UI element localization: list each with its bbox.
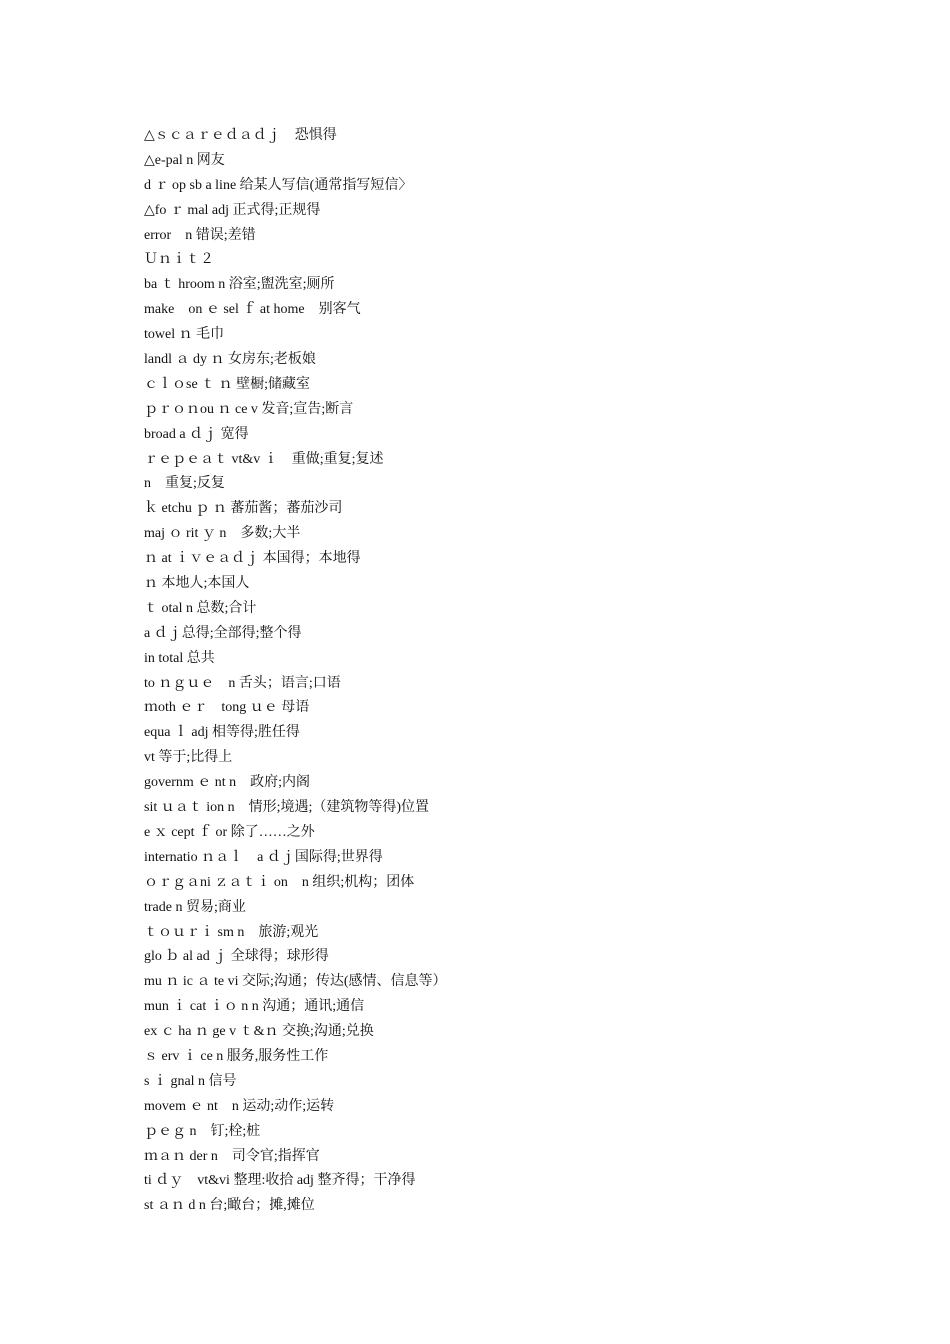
vocabulary-line: △ｓｃａｒｅｄａｄｊ 恐惧得	[144, 128, 337, 143]
vocabulary-line: mun ｉ cat ｉｏ n n 沟通；通讯;通信	[144, 999, 365, 1015]
vocabulary-line: ｒｅｐｅａｔ vt&v ｉ 重做;重复;复述	[144, 451, 384, 467]
vocabulary-line: landl ａ dy ｎ 女房东;老板娘	[144, 352, 316, 368]
vocabulary-line: ｔｏｕｒｉ sm n 旅游;观光	[144, 924, 319, 940]
vocabulary-line: error n 错误;差错	[144, 227, 256, 243]
vocabulary-line: maj ｏ rit ｙ n 多数;大半	[144, 526, 301, 542]
vocabulary-line: ex ｃ ha ｎ ge v ｔ&ｎ 交换;沟通;兑换	[144, 1024, 374, 1040]
vocabulary-line: ba ｔ hroom n 浴室;盥洗室;厕所	[144, 277, 335, 293]
vocabulary-line: ｎ at ｉｖｅａｄｊ 本国得；本地得	[144, 551, 361, 567]
vocabulary-line: mu ｎ ic ａ te vi 交际;沟通；传达(感情、信息等）	[144, 974, 447, 990]
vocabulary-line: trade n 贸易;商业	[144, 899, 246, 915]
vocabulary-line: ｐｒｏｎou ｎ ce v 发音;宣告;断言	[144, 401, 354, 417]
vocabulary-line: ti ｄｙ vt&vi 整理:收拾 adj 整齐得；干净得	[144, 1173, 416, 1189]
vocabulary-line: equa ｌ adj 相等得;胜任得	[144, 725, 300, 741]
vocabulary-line: broad a ｄｊ 宽得	[144, 426, 249, 442]
vocabulary-line: ｓ erv ｉ ce n 服务,服务性工作	[144, 1048, 329, 1064]
vocabulary-line: vt 等于;比得上	[144, 750, 233, 766]
vocabulary-line: ｍoth ｅｒ tong ｕｅ 母语	[144, 700, 310, 716]
vocabulary-line: movem ｅ nt n 运动;动作;运转	[144, 1098, 335, 1114]
vocabulary-line: a ｄｊ总得;全部得;整个得	[144, 625, 302, 641]
vocabulary-line: st ａｎ d n 台;瞰台；摊,摊位	[144, 1198, 315, 1214]
vocabulary-line: n 重复;反复	[144, 476, 225, 492]
vocabulary-line: ｎ 本地人;本国人	[144, 576, 250, 592]
vocabulary-line: △fo ｒ mal adj 正式得;正规得	[144, 202, 321, 218]
vocabulary-line: △e-pal n 网友	[144, 152, 225, 168]
vocabulary-line: ｋ etchu ｐ ｎ 蕃茄酱；蕃茄沙司	[144, 501, 343, 517]
vocabulary-line: towel ｎ 毛巾	[144, 327, 225, 343]
vocabulary-line: s ｉ gnal n 信号	[144, 1073, 237, 1089]
vocabulary-line: d ｒ op sb a line 给某人写信(通常指写短信〉	[144, 177, 413, 193]
vocabulary-list	[144, 124, 904, 1219]
vocabulary-line: glo ｂ al ad ｊ 全球得；球形得	[144, 949, 329, 965]
vocabulary-line: e ｘ cept ｆ or 除了……之外	[144, 824, 315, 840]
vocabulary-line: ｏｒｇａni ｚａｔｉ on n 组织;机构；团体	[144, 874, 415, 890]
vocabulary-line: governm ｅ nt n 政府;内阁	[144, 775, 311, 791]
vocabulary-line: ｐｅｇ n 钉;栓;桩	[144, 1123, 261, 1139]
vocabulary-line: internatio ｎａｌ a ｄｊ国际得;世界得	[144, 849, 383, 865]
vocabulary-line: ｍａｎ der n 司令官;指挥官	[144, 1148, 320, 1164]
vocabulary-line: sit ｕａｔ ion n 情形;境遇;（建筑物等得)位置	[144, 800, 430, 816]
vocabulary-line: ｃｌｏse ｔ ｎ 壁橱;储藏室	[144, 376, 311, 392]
vocabulary-line: Ｕｎｉｔ２	[144, 252, 214, 268]
vocabulary-line: ｔ otal n 总数;合计	[144, 600, 257, 616]
vocabulary-line: to ｎｇｕｅ n 舌头；语言;口语	[144, 675, 341, 691]
vocabulary-line: make on ｅ sel ｆ at home 别客气	[144, 302, 361, 318]
vocabulary-line: in total 总共	[144, 650, 215, 666]
